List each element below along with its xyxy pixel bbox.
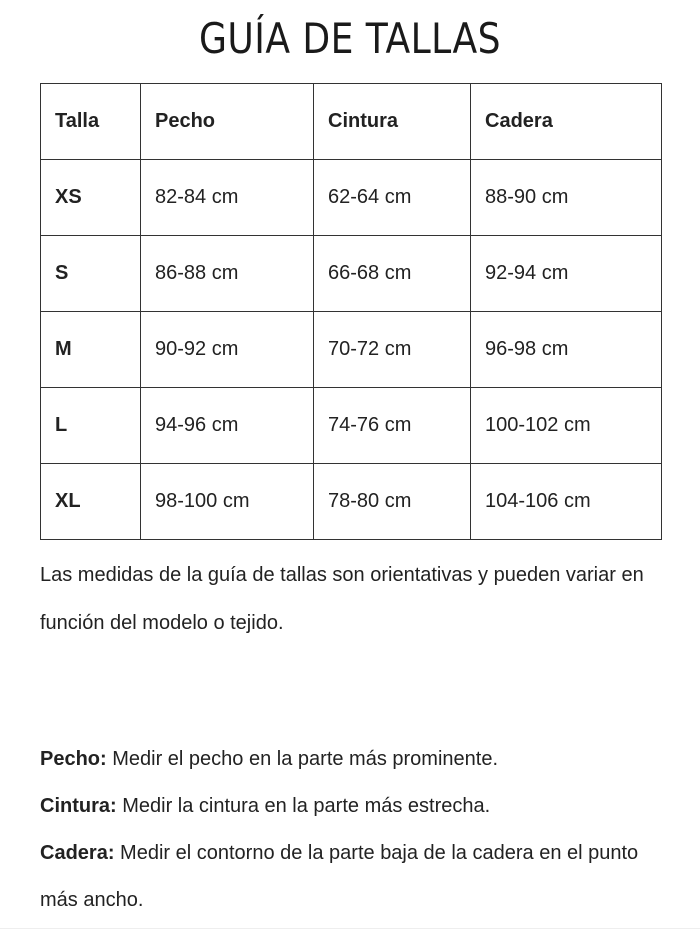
cadera-cell: 100-102 cm — [471, 388, 662, 464]
pecho-cell: 94-96 cm — [141, 388, 314, 464]
definition-term: Cadera: — [40, 842, 115, 864]
page-title: GUÍA DE TALLAS — [198, 14, 502, 63]
sizing-note: Las medidas de la guía de tallas son orientativas y pueden variar en función del modelo o tejido. — [40, 564, 644, 634]
pecho-cell: 98-100 cm — [141, 464, 314, 540]
table-row — [41, 160, 662, 236]
table-row — [41, 312, 662, 388]
cintura-cell: 62-64 cm — [314, 160, 471, 236]
table-row — [41, 388, 662, 464]
cadera-cell: 92-94 cm — [471, 236, 662, 312]
size-table — [40, 83, 662, 540]
table-row — [41, 464, 662, 540]
definition-term: Pecho: — [40, 748, 107, 770]
cadera-cell: 88-90 cm — [471, 160, 662, 236]
cadera-cell: 96-98 cm — [471, 312, 662, 388]
cintura-cell: 66-68 cm — [314, 236, 471, 312]
cintura-cell: 70-72 cm — [314, 312, 471, 388]
definition-text: Medir el pecho en la parte más prominente. — [106, 748, 499, 770]
size-cell: XL — [41, 464, 141, 540]
size-cell: XS — [41, 160, 141, 236]
pecho-cell: 90-92 cm — [141, 312, 314, 388]
definition-text: Medir el contorno de la parte baja de la cadera en el punto más ancho. — [40, 842, 639, 911]
header-cadera: Cadera — [471, 84, 662, 160]
cintura-cell: 78-80 cm — [314, 464, 471, 540]
bottom-divider — [0, 928, 700, 929]
table-header-row — [41, 84, 662, 160]
size-cell: M — [41, 312, 141, 388]
size-cell: L — [41, 388, 141, 464]
header-talla: Talla — [41, 84, 141, 160]
cintura-cell: 74-76 cm — [314, 388, 471, 464]
table-row — [41, 236, 662, 312]
header-cintura: Cintura — [314, 84, 471, 160]
definition-cintura — [40, 783, 680, 830]
pecho-cell: 86-88 cm — [141, 236, 314, 312]
cadera-cell: 104-106 cm — [471, 464, 662, 540]
definition-cadera — [40, 830, 680, 924]
header-pecho: Pecho — [141, 84, 314, 160]
definition-pecho — [40, 736, 680, 783]
measurement-definitions — [40, 736, 680, 924]
definition-text: Medir la cintura en la parte más estrecha. — [116, 795, 491, 817]
pecho-cell: 82-84 cm — [141, 160, 314, 236]
definition-term: Cintura: — [40, 795, 117, 817]
size-cell: S — [41, 236, 141, 312]
